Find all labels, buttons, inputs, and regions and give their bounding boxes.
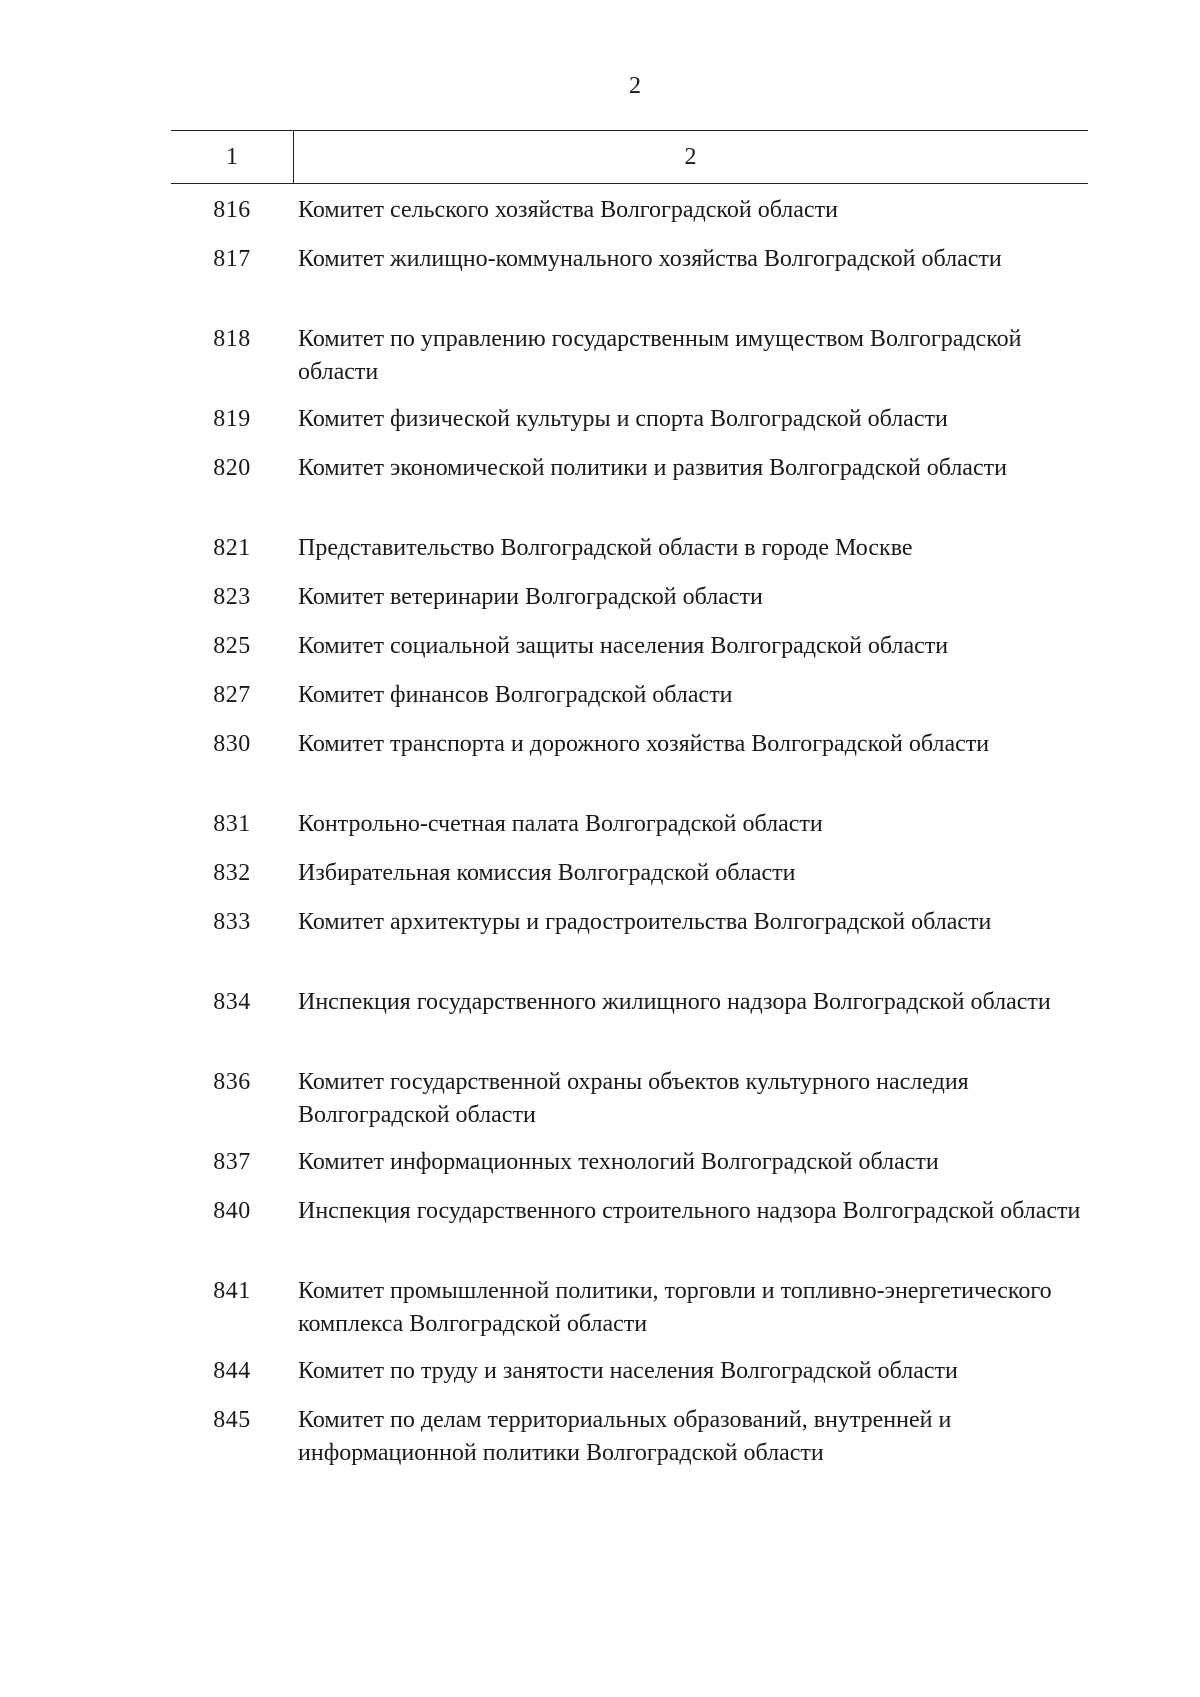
row-code: 845 (213, 1407, 251, 1433)
table-row (171, 906, 1101, 986)
row-code: 836 (213, 1069, 251, 1095)
table-row (171, 1404, 1101, 1484)
table-row (171, 1066, 1101, 1146)
table-row (171, 728, 1101, 808)
table-row (171, 532, 1101, 581)
table-row (171, 452, 1101, 532)
row-code: 823 (213, 584, 251, 610)
table-row (171, 323, 1101, 403)
row-name: Избирательная комиссия Волгоградской области (298, 860, 796, 886)
row-name: Комитет по управлению государственным имуществом Волгоградской области (298, 326, 1022, 385)
row-name: Комитет финансов Волгоградской области (298, 682, 733, 708)
row-code: 837 (213, 1149, 251, 1175)
table-row (171, 630, 1101, 679)
row-code: 841 (213, 1278, 251, 1304)
row-name: Комитет информационных технологий Волгоградской области (298, 1149, 939, 1175)
table-row (171, 857, 1101, 906)
table-row (171, 403, 1101, 452)
row-name: Комитет промышленной политики, торговли и топливно-энергетического комплекса Волгоградской области (298, 1278, 1052, 1337)
row-name: Комитет социальной защиты населения Волгоградской области (298, 633, 949, 659)
row-name: Комитет государственной охраны объектов культурного наследия Волгоградской области (298, 1069, 969, 1128)
row-name: Инспекция государственного жилищного надзора Волгоградской области (298, 989, 1051, 1015)
table-row (171, 1195, 1101, 1275)
row-code: 825 (213, 633, 251, 659)
row-name: Комитет архитектуры и градостроительства Волгоградской области (298, 909, 992, 935)
row-code: 833 (213, 909, 251, 935)
table-row (171, 1146, 1101, 1195)
row-code: 834 (213, 989, 251, 1015)
page-number: 2 (629, 73, 641, 99)
row-name: Комитет физической культуры и спорта Волгоградской области (298, 406, 948, 432)
row-name: Комитет жилищно-коммунального хозяйства Волгоградской области (298, 246, 1002, 272)
row-code: 844 (213, 1358, 251, 1384)
row-name: Представительство Волгоградской области в городе Москве (298, 535, 913, 561)
header-cell-code: 1 (226, 144, 238, 170)
row-name: Инспекция государственного строительного надзора Волгоградской области (298, 1198, 1081, 1224)
table-body (171, 194, 1101, 1484)
row-code: 830 (213, 731, 251, 757)
row-name: Комитет экономической политики и развития Волгоградской области (298, 455, 1007, 481)
row-code: 818 (213, 326, 251, 352)
row-code: 832 (213, 860, 251, 886)
table-row (171, 679, 1101, 728)
row-name: Комитет сельского хозяйства Волгоградской области (298, 197, 838, 223)
table-row (171, 581, 1101, 630)
row-code: 831 (213, 811, 251, 837)
table-row (171, 243, 1101, 323)
table-row (171, 194, 1101, 243)
row-code: 817 (213, 246, 251, 272)
table-row (171, 1275, 1101, 1355)
row-name: Контрольно-счетная палата Волгоградской области (298, 811, 823, 837)
row-name: Комитет по труду и занятости населения Волгоградской области (298, 1358, 958, 1384)
table-row (171, 1355, 1101, 1404)
header-cell-name: 2 (684, 144, 697, 170)
row-name: Комитет транспорта и дорожного хозяйства Волгоградской области (298, 731, 990, 757)
row-name: Комитет ветеринарии Волгоградской области (298, 584, 763, 610)
table-row (171, 986, 1101, 1066)
row-name: Комитет по делам территориальных образований, внутренней и информационной политики Волгоградской области (298, 1407, 952, 1466)
row-code: 819 (213, 406, 251, 432)
row-code: 840 (213, 1198, 251, 1224)
row-code: 827 (213, 682, 251, 708)
table-row (171, 808, 1101, 857)
row-code: 816 (213, 197, 251, 223)
table-header (171, 130, 1088, 184)
row-code: 821 (213, 535, 251, 561)
row-code: 820 (213, 455, 251, 481)
